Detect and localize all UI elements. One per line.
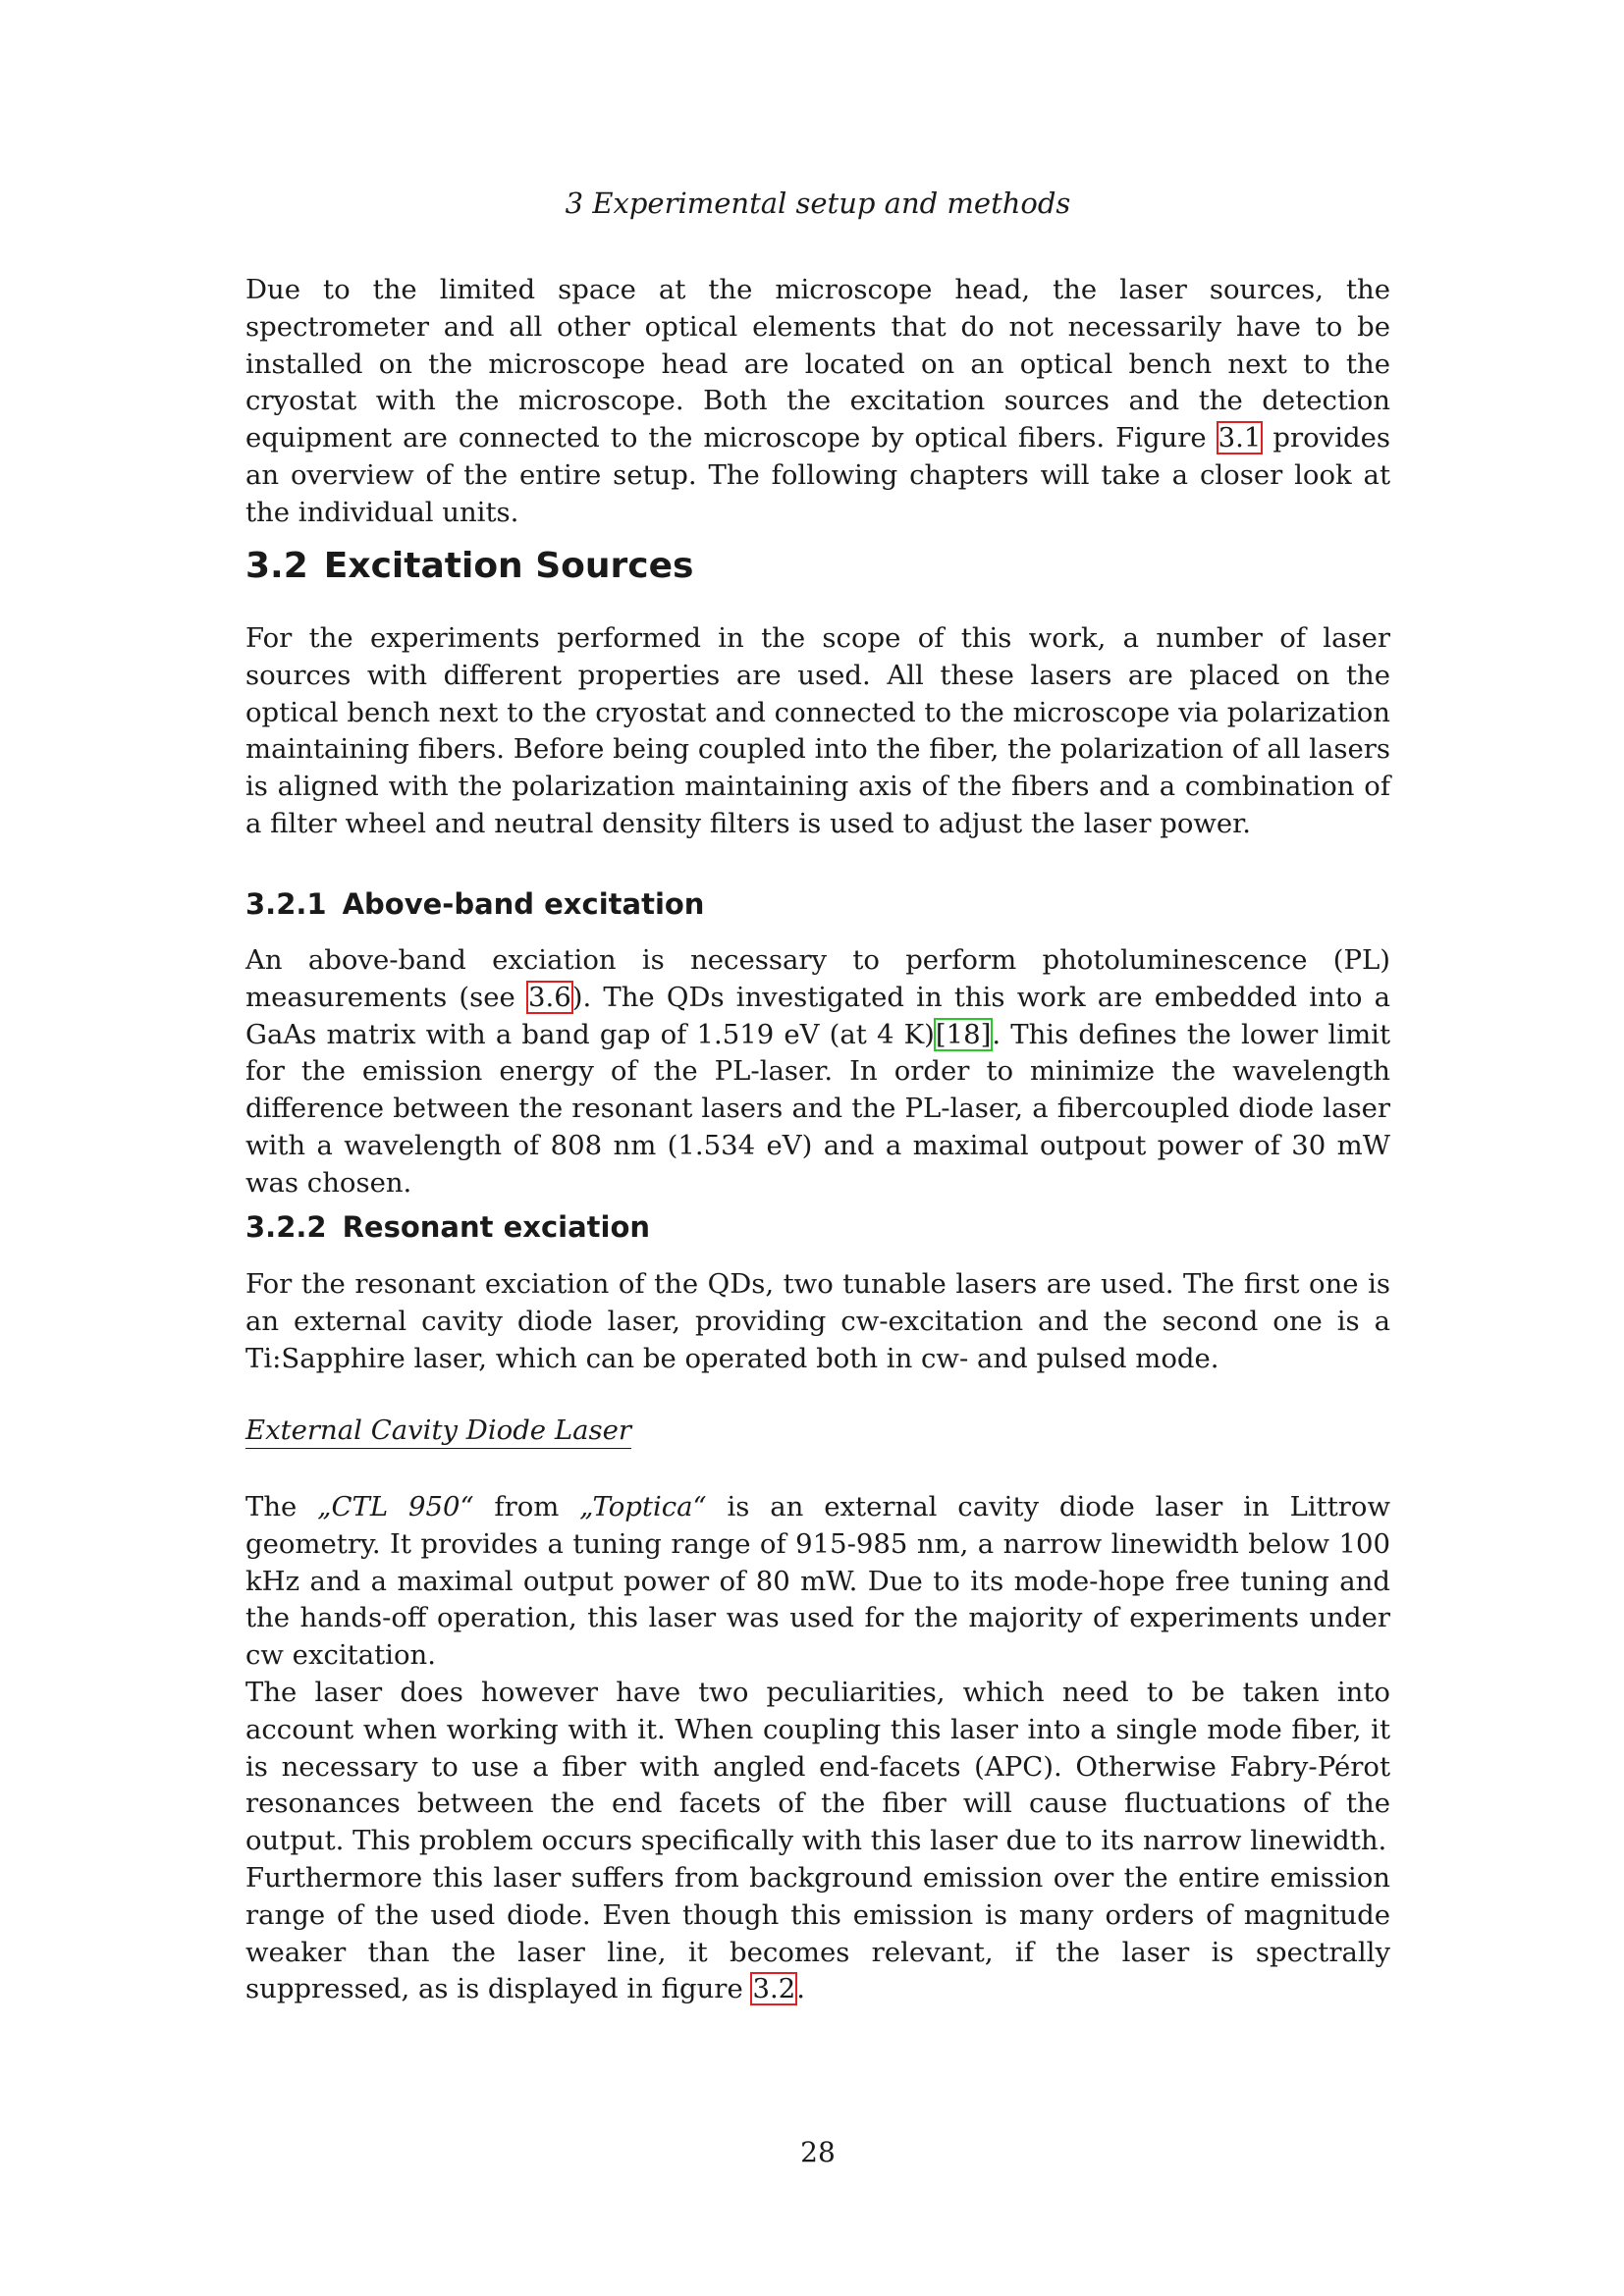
section-heading-3-2-1: 3.2.1 Above-band excitation [245,887,705,921]
running-head: 3 Experimental setup and methods [565,187,1071,220]
citation-ref-18[interactable]: [18] [935,1018,992,1050]
section-heading-3-2-2: 3.2.2 Resonant exciation [245,1210,651,1244]
ecdl-subheading: External Cavity Diode Laser [245,1415,631,1449]
figure-ref-3-1[interactable]: 3.1 [1218,422,1262,454]
ecdl-paragraph-1: The „CTL 950“ from „Toptica“ is an external cavity diode laser in Littrow geometry. It provides a tuning range of 915-985 nm, a narrow linewidth below 100 kHz and a maximal output power of 80 mW. Due to its mode-hope free tuning and the hands-off operation, this laser was used for the majority of experiments under cw excitation. [245,1491,1390,1672]
ecdl-paragraph-3: Furthermore this laser suffers from background emission over the entire emission range of the used diode. Even though this emission is many orders of magnitude weaker than the laser line, it becomes relevant, if the laser is spectrally suppressed, as is displayed in figure 3.2. [245,1861,1390,2005]
ecdl-paragraph-2: The laser does however have two peculiarities, which need to be taken into account when working with it. When coupling this laser into a single mode fiber, it is necessary to use a fiber with angled end-facets (APC). Otherwise Fabry-Pérot resonances between the end facets of the fiber will cause fluctuations of the output. This problem occurs specifically with this laser due to its narrow linewidth. [245,1676,1390,1857]
section-heading-3-2: 3.2 Excitation Sources [245,546,694,586]
section-3-2-2-paragraph: For the resonant exciation of the QDs, two tunable lasers are used. The first one is an external cavity diode laser, providing cw-excitation and the second one is a Ti:Sapphire laser, which can be operated both in cw- and pulsed mode. [245,1268,1390,1374]
section-3-2-paragraph: For the experiments performed in the scope of this work, a number of laser sources with different properties are used. All these lasers are placed on the optical bench next to the cryostat and connected to the microscope via polarization maintaining fibers. Before being coupled into the fiber, the polarization of all lasers is aligned with the polarization maintaining axis of the fibers and a combination of a filter wheel and neutral density filters is used to adjust the laser power. [245,622,1390,839]
section-3-2-1-paragraph: An above-band exciation is necessary to perform photoluminescence (PL) measurements (see 3.6). The QDs investigated in this work are embedded into a GaAs matrix with a band gap of 1.519 eV (at 4 K)[18]. This defines the lower limit for the emission energy of the PL-laser. In order to minimize the wavelength difference between the resonant lasers and the PL-laser, a fibercoupled diode laser with a wavelength of 808 nm (1.534 eV) and a maximal outpout power of 30 mW was chosen. [245,944,1391,1199]
section-ref-3-6[interactable]: 3.6 [527,981,571,1013]
page-number: 28 [800,2136,836,2168]
figure-ref-3-2[interactable]: 3.2 [752,1973,796,2005]
intro-paragraph: Due to the limited space at the microscope head, the laser sources, the spectrometer and all other optical elements that do not necessarily have to be installed on the microscope head are located on an optical bench next to the cryostat with the microscope. Both the excitation sources and the detection equipment are connected to the microscope by optical fibers. Figure 3.1 provides an overview of the entire setup. The following chapters will take a closer look at the individual units. [245,274,1390,528]
ecdl-paragraphs [245,1489,1390,2008]
